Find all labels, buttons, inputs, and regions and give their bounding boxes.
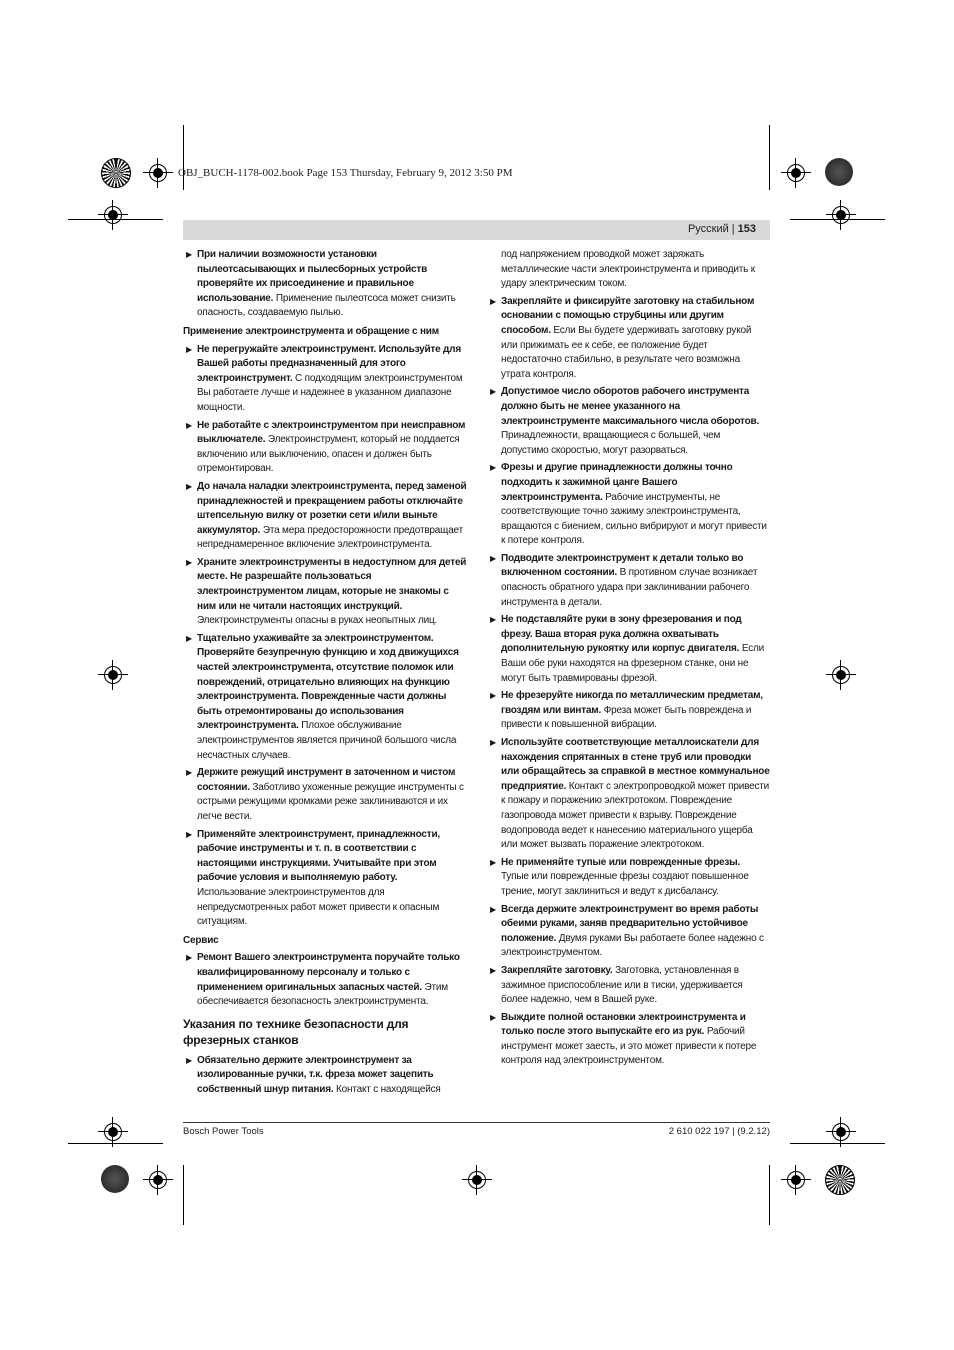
right-column bbox=[487, 248, 770, 1072]
triangle-right-icon: ▶ bbox=[490, 615, 496, 625]
list-item: ▶ До начала наладки электроинструмента, перед заменой принадлежностей и прекращением работы отключайте штепсельную вилку от розетки сети и/или выньте аккумулятор. Эта мера предосторожности предотвращает непреднамеренное включение электроинструмента. bbox=[186, 480, 467, 551]
subheading: Применение электроинструмента и обращение с ним bbox=[183, 325, 439, 337]
list-item: ▶ Используйте соответствующие металлоискатели для нахождения спрятанных в стене труб или проводки или обращайтесь за справкой в местное коммунальное предприятие. Контакт с электропроводкой может привести к пожару и поражению электротоком. Повреждение газопровода может привести к взрыву. Повреждение водопровода ведет к нанесению материального ущерба или может вызвать поражение электротоком. bbox=[490, 737, 770, 851]
list-item: ▶ Подводите электроинструмент к детали только во включенном состоянии. В противном случае возникает опасность обратного удара при заклинивании рабочего инструмента в детали. bbox=[490, 552, 758, 608]
triangle-right-icon: ▶ bbox=[186, 829, 192, 839]
crosshair-circle-icon bbox=[826, 660, 856, 690]
crosshair-circle-icon bbox=[781, 158, 811, 188]
triangle-right-icon: ▶ bbox=[490, 857, 496, 867]
list-item-continuation: под напряжением проводкой может заряжать металлические части электроинструмента и приводить к удару электрическим током. bbox=[501, 249, 755, 290]
triangle-right-icon: ▶ bbox=[186, 768, 192, 778]
triangle-right-icon: ▶ bbox=[186, 633, 192, 643]
list-item: ▶ Держите режущий инструмент в заточенном и чистом состоянии. Заботливо ухоженные режущие инструменты с острыми режущими кромками реже заклиниваются и их легче вести. bbox=[186, 767, 464, 822]
triangle-right-icon: ▶ bbox=[186, 557, 192, 567]
list-item: ▶ Не подставляйте руки в зону фрезерования и под фрезу. Ваша вторая рука должна охватывать дополнительную рукоятку или корпус двигателя. Если Ваши обе руки находятся на фрезерном станке, они не могут быть травмированы фрезой. bbox=[490, 614, 765, 684]
list-item: ▶ Закрепляйте заготовку. Заготовка, установленная в зажимное приспособление или в тиски, удерживается более надежно, чем в Вашей руке. bbox=[490, 964, 743, 1006]
triangle-right-icon: ▶ bbox=[186, 953, 192, 963]
triangle-right-icon: ▶ bbox=[186, 481, 192, 491]
list-item: ▶ Всегда держите электроинструмент во время работы обеими руками, заняв предварительно устойчивое положение. Двумя руками Вы работаете более надежно с электроинструментом. bbox=[490, 903, 764, 959]
crop-mark bbox=[790, 1143, 885, 1144]
list-item: ▶ Храните электроинструменты в недоступном для детей месте. Не разрешайте пользоваться электроинструментом лицам, которые не знакомы с ним или не читали настоящих инструкций. Электроинструменты опасны в руках неопытных лиц. bbox=[186, 556, 467, 627]
triangle-right-icon: ▶ bbox=[186, 250, 192, 259]
triangle-right-icon: ▶ bbox=[186, 344, 192, 354]
print-slug: OBJ_BUCH-1178-002.book Page 153 Thursday, February 9, 2012 3:50 PM bbox=[178, 167, 513, 179]
list-item: ▶ Применяйте электроинструмент, принадлежности, рабочие инструменты и т. п. в соответствии с настоящими инструкциями. Учитывайте при этом рабочие условия и выполняемую работу. Использование электроинструментов для непредусмотренных работ может привести к опасным ситуациям. bbox=[186, 828, 440, 928]
list-item: ▶ При наличии возможности установки пылеотсасывающих и пылесборных устройств проверяйте их присоединение и правильное использование. Применение пылеотсоса может снизить опасность, создаваемую пылью. bbox=[186, 249, 456, 319]
triangle-right-icon: ▶ bbox=[490, 463, 496, 473]
list-item: ▶ Обязательно держите электроинструмент за изолированные ручки, т.к. фреза может зацепить собственный шнур питания. Контакт с находящейся bbox=[186, 1054, 441, 1095]
page-header: Русский | 153 bbox=[183, 220, 770, 240]
radial-star-icon bbox=[825, 1165, 855, 1195]
list-item: ▶ Выждите полной остановки электроинструмента и только после этого выпускайте его из рук. Рабочий инструмент может заесть, и это может привести к потере контроля над электроинструментом. bbox=[490, 1011, 757, 1067]
triangle-right-icon: ▶ bbox=[490, 904, 496, 914]
list-item: ▶ Ремонт Вашего электроинструмента поручайте только квалифицированному персоналу и только с применением оригинальных запасных частей. Этим обеспечивается безопасность электроинструмента. bbox=[186, 952, 460, 1008]
footer-doc-number: 2 610 022 197 | (9.2.12) bbox=[668, 1126, 770, 1137]
triangle-right-icon: ▶ bbox=[490, 553, 496, 563]
crop-mark bbox=[68, 1143, 163, 1144]
subheading: Сервис bbox=[183, 934, 219, 946]
list-item: ▶ Допустимое число оборотов рабочего инструмента должно быть не менее указанного на электроинструменте максимального числа оборотов. Принадлежности, вращающиеся с большей, чем допустимо скоростью, могут разорваться. bbox=[490, 386, 760, 456]
list-item: ▶ Фрезы и другие принадлежности должны точно подходить к зажимной цанге Вашего электроинструмента. Рабочие инструменты, не соответствующие точно зажиму электроинструмента, вращаются с биением, сильно вибрируют и могут привести к потере контроля. bbox=[490, 462, 767, 547]
crop-mark bbox=[769, 1165, 770, 1225]
crop-mark bbox=[183, 1165, 184, 1225]
crosshair-circle-icon bbox=[98, 200, 128, 230]
footer-divider bbox=[183, 1122, 770, 1123]
crop-mark bbox=[769, 125, 770, 190]
list-item: ▶ Тщательно ухаживайте за электроинструментом. Проверяйте безупречную функцию и ход движущихся частей электроинструмента, отсутствие поломок или повреждений, отрицательно влияющих на функцию электроинструмента. Поврежденные части должны быть отремонтированы до использования электроинструмента. Плохое обслуживание электроинструментов является причиной большого числа несчастных случаев. bbox=[186, 632, 459, 761]
list-item: ▶ Не перегружайте электроинструмент. Используйте для Вашей работы предназначенный для этого электроинструмент. С подходящим электроинструментом Вы работаете лучше и надежнее в указанном диапазоне мощности. bbox=[186, 343, 463, 413]
crop-mark bbox=[68, 219, 163, 220]
triangle-right-icon: ▶ bbox=[490, 1012, 496, 1022]
crosshair-circle-icon bbox=[98, 660, 128, 690]
list-item: ▶ Не применяйте тупые или поврежденные фрезы. Тупые или поврежденные фрезы создают повышенное трение, могут заклиниться и ведут к дисбалансу. bbox=[490, 856, 749, 897]
crop-mark bbox=[183, 125, 184, 190]
triangle-right-icon: ▶ bbox=[490, 296, 496, 306]
color-disc-icon bbox=[101, 1165, 129, 1193]
list-item: ▶ Закрепляйте и фиксируйте заготовку на стабильном основании с помощью струбцины или другим способом. Если Вы будете удерживать заготовку рукой или прижимать ее к себе, ее положение будет недостаточно стабильно, в результате чего возможна утрата контроля. bbox=[490, 295, 755, 380]
list-item: ▶ Не фрезеруйте никогда по металлическим предметам, гвоздям или винтам. Фреза может быть повреждена и привести к повышенной вибрации. bbox=[490, 690, 763, 731]
crosshair-circle-icon bbox=[143, 158, 173, 188]
crosshair-circle-icon bbox=[826, 200, 856, 230]
crosshair-circle-icon bbox=[143, 1165, 173, 1195]
radial-star-icon bbox=[101, 158, 131, 188]
crop-mark bbox=[790, 219, 885, 220]
triangle-right-icon: ▶ bbox=[186, 420, 192, 430]
triangle-right-icon: ▶ bbox=[490, 387, 496, 397]
color-disc-icon bbox=[825, 158, 853, 186]
triangle-right-icon: ▶ bbox=[490, 691, 496, 701]
footer-brand: Bosch Power Tools bbox=[183, 1126, 264, 1137]
triangle-right-icon: ▶ bbox=[186, 1055, 192, 1065]
crosshair-circle-icon bbox=[781, 1165, 811, 1195]
page-number: 153 bbox=[737, 223, 756, 235]
section-title: Указания по технике безопасности для фрезерных станков bbox=[183, 1016, 409, 1048]
triangle-right-icon: ▶ bbox=[490, 965, 496, 975]
triangle-right-icon: ▶ bbox=[490, 738, 496, 747]
left-column bbox=[183, 248, 468, 1100]
list-item: ▶ Не работайте с электроинструментом при неисправном выключателе. Электроинструмент, который не поддается включению или выключению, опасен и должен быть отремонтирован. bbox=[186, 419, 466, 475]
header-language: Русский bbox=[687, 223, 729, 235]
crosshair-circle-icon bbox=[462, 1165, 492, 1195]
